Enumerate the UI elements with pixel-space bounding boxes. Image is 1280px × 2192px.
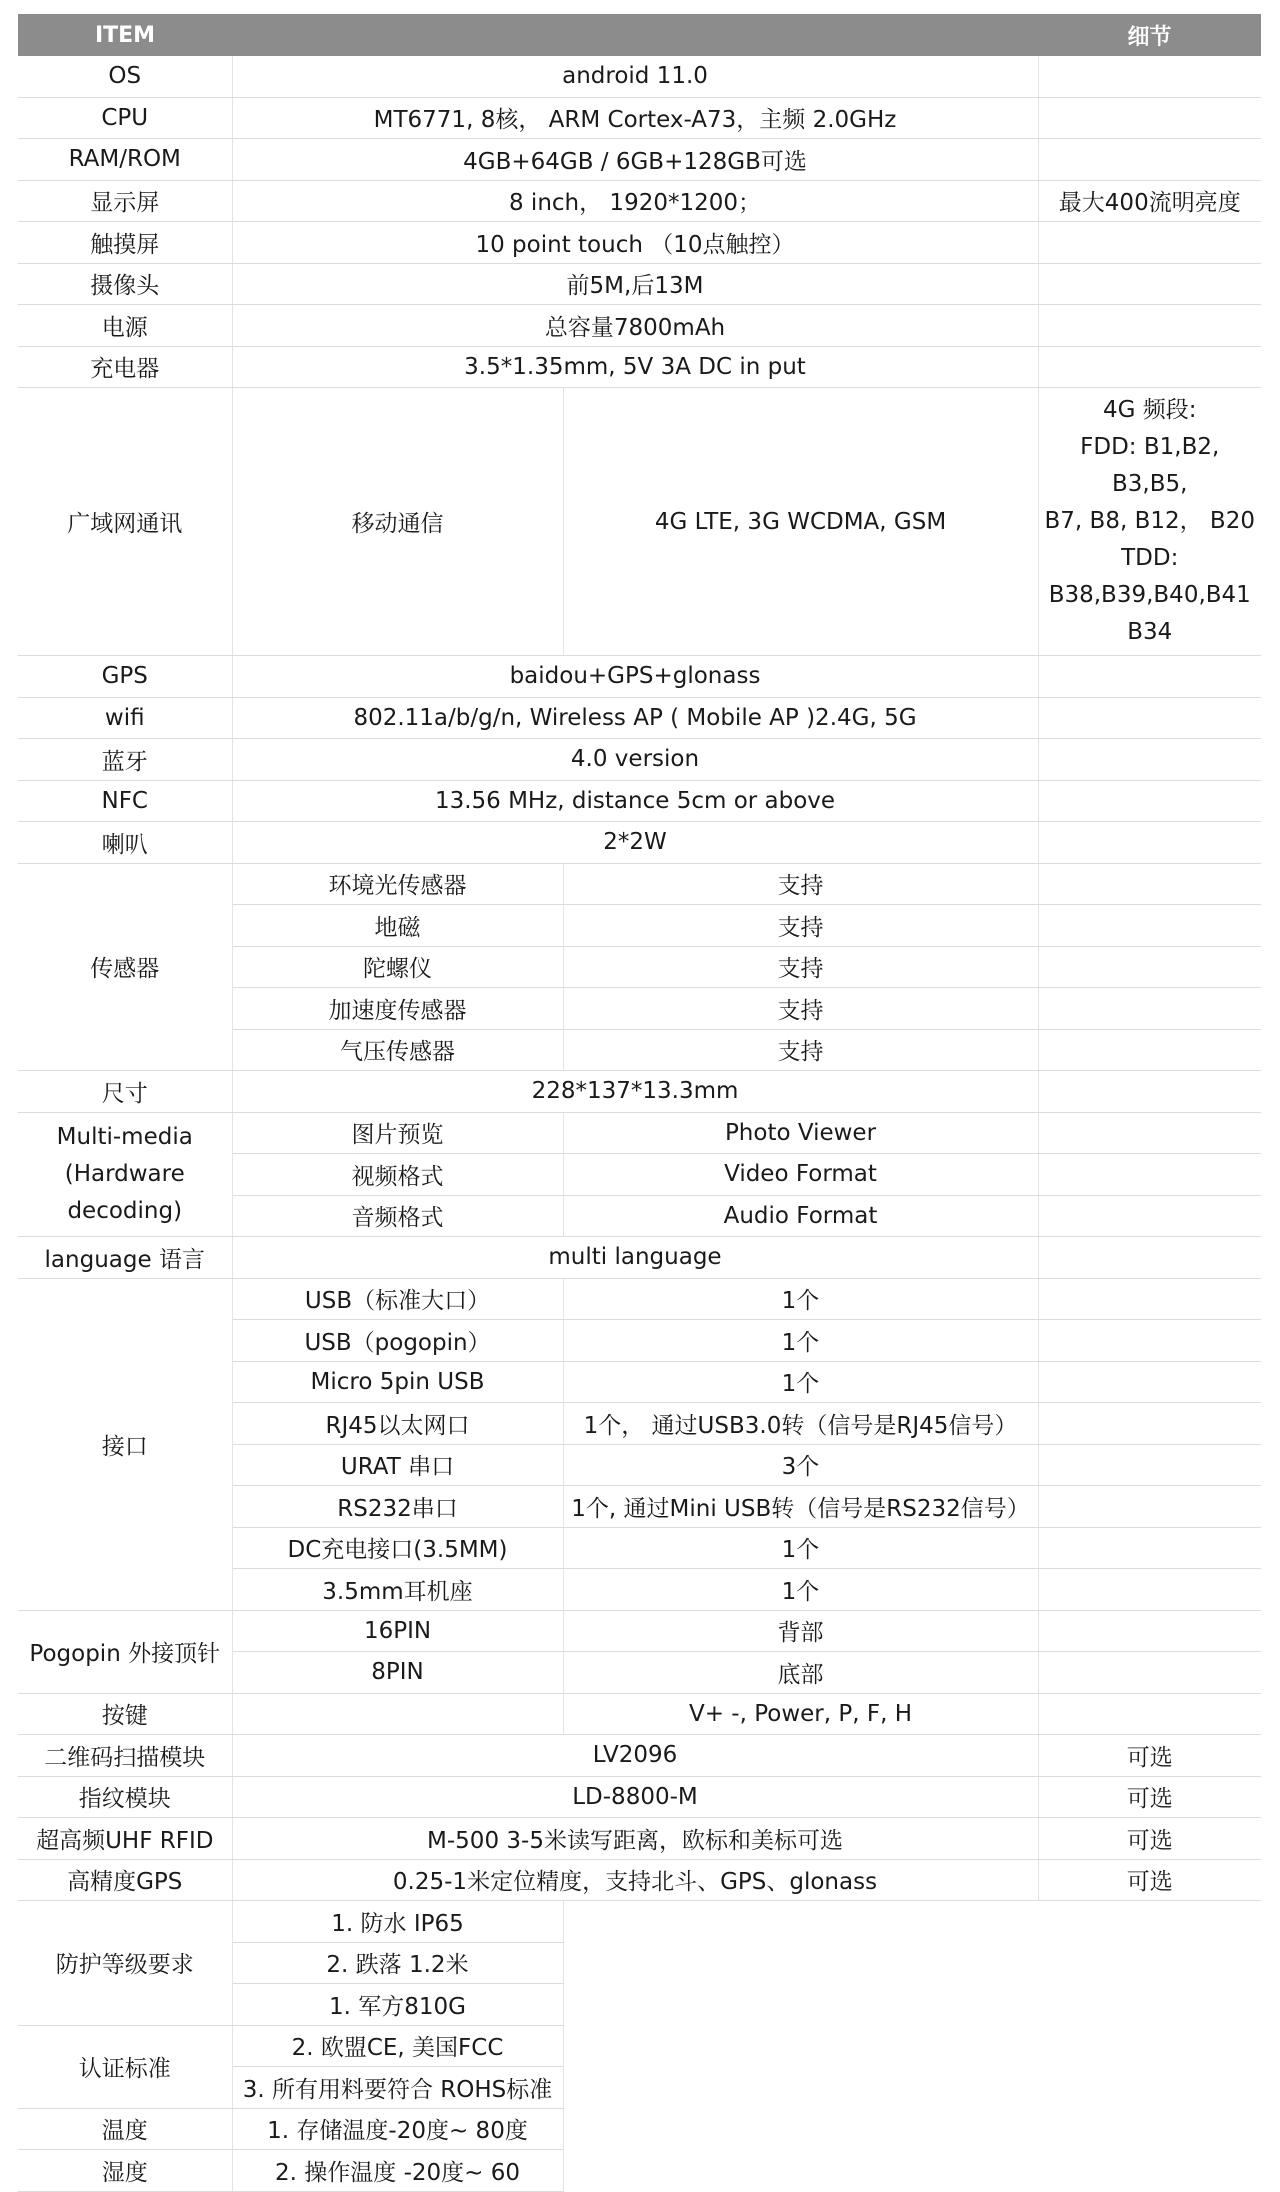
row-detail <box>1038 263 1261 305</box>
header-spacer <box>232 14 563 56</box>
row-value: 802.11a/b/g/n, Wireless AP ( Mobile AP )2.4G, 5G <box>232 697 1038 739</box>
row-sublabel: USB（标准大口） <box>232 1278 563 1320</box>
row-value: LV2096 <box>232 1735 1038 1777</box>
row-detail <box>1038 1112 1261 1154</box>
row-detail <box>1038 1444 1261 1486</box>
table-row <box>18 780 1261 822</box>
row-sublabel: 环境光传感器 <box>232 863 563 905</box>
table-row <box>18 1818 1261 1860</box>
row-label: OS <box>18 56 232 97</box>
row-detail <box>1038 1361 1261 1403</box>
row-sublabel: DC充电接口(3.5MM) <box>232 1527 563 1569</box>
row-detail: 可选 <box>1038 1735 1261 1777</box>
row-value: 1个, 通过Mini USB转（信号是RS232信号） <box>563 1486 1038 1528</box>
row-value: 支持 <box>563 988 1038 1030</box>
row-sublabel: 移动通信 <box>232 388 563 656</box>
row-label: Pogopin 外接顶针 <box>18 1610 232 1693</box>
row-detail <box>1038 1527 1261 1569</box>
row-value: 4.0 version <box>232 739 1038 781</box>
row-detail <box>1038 656 1261 698</box>
row-label: RAM/ROM <box>18 139 232 181</box>
row-value: V+ -, Power, P, F, H <box>563 1693 1038 1735</box>
row-sublabel: 2. 欧盟CE, 美国FCC <box>232 2025 563 2067</box>
row-sublabel <box>232 1693 563 1735</box>
row-sublabel: 视频格式 <box>232 1154 563 1196</box>
row-label: 蓝牙 <box>18 739 232 781</box>
row-sublabel: 3. 所有用料要符合 ROHS标准 <box>232 2067 563 2109</box>
table-row <box>18 222 1261 264</box>
band-line: B38,B39,B40,B41 <box>1048 582 1251 608</box>
row-detail <box>1038 388 1261 656</box>
row-value: M-500 3-5米读写距离，欧标和美标可选 <box>232 1818 1038 1860</box>
row-label: 电源 <box>18 305 232 347</box>
row-value: Photo Viewer <box>563 1112 1038 1154</box>
row-detail <box>1038 863 1261 905</box>
row-value: 10 point touch （10点触控） <box>232 222 1038 264</box>
table-row <box>18 139 1261 181</box>
row-sublabel: RJ45以太网口 <box>232 1403 563 1445</box>
row-value: 4GB+64GB / 6GB+128GB可选 <box>232 139 1038 181</box>
table-row <box>18 863 1261 905</box>
header-detail: 细节 <box>1038 14 1261 56</box>
row-value: 3个 <box>563 1444 1038 1486</box>
row-detail: 可选 <box>1038 1859 1261 1901</box>
table-row <box>18 1071 1261 1113</box>
row-value: 支持 <box>563 905 1038 947</box>
row-sublabel: URAT 串口 <box>232 1444 563 1486</box>
band-line: B34 <box>1127 619 1173 645</box>
row-label: 触摸屏 <box>18 222 232 264</box>
table-row <box>18 346 1261 388</box>
row-value: 前5M,后13M <box>232 263 1038 305</box>
row-value: 4G LTE, 3G WCDMA, GSM <box>563 388 1038 656</box>
row-detail: 最大400流明亮度 <box>1038 180 1261 222</box>
table-row <box>18 1735 1261 1777</box>
row-value: 1个 <box>563 1361 1038 1403</box>
table-row <box>18 697 1261 739</box>
row-sublabel: 加速度传感器 <box>232 988 563 1030</box>
table-row <box>18 1610 1261 1652</box>
row-sublabel: 2. 操作温度 -20度~ 60 <box>232 2150 563 2192</box>
row-detail <box>1038 988 1261 1030</box>
row-sublabel: 2. 跌落 1.2米 <box>232 1942 563 1984</box>
band-line: B7, B8, B12， B20 <box>1044 508 1255 534</box>
row-value: 2*2W <box>232 822 1038 864</box>
row-value: 13.56 MHz, distance 5cm or above <box>232 780 1038 822</box>
row-label: 防护等级要求 <box>18 1901 232 2026</box>
row-sublabel: RS232串口 <box>232 1486 563 1528</box>
row-value: android 11.0 <box>232 56 1038 97</box>
row-label: 摄像头 <box>18 263 232 305</box>
row-detail <box>1038 1071 1261 1113</box>
table-row <box>18 1112 1261 1154</box>
row-value: LD-8800-M <box>232 1776 1038 1818</box>
row-sublabel: 1. 军方810G <box>232 1984 563 2026</box>
row-value: 1个 <box>563 1278 1038 1320</box>
row-detail <box>1038 1403 1261 1445</box>
row-label: 二维码扫描模块 <box>18 1735 232 1777</box>
header-spacer <box>563 14 1038 56</box>
row-detail <box>1038 822 1261 864</box>
row-detail <box>1038 739 1261 781</box>
table-row <box>18 1859 1261 1901</box>
header-item: ITEM <box>18 14 232 56</box>
row-value: baidou+GPS+glonass <box>232 656 1038 698</box>
row-detail <box>1038 346 1261 388</box>
row-detail <box>1038 697 1261 739</box>
row-value: 0.25-1米定位精度，支持北斗、GPS、glonass <box>232 1859 1038 1901</box>
table-row <box>18 822 1261 864</box>
row-label: NFC <box>18 780 232 822</box>
row-detail <box>1038 305 1261 347</box>
row-value: 背部 <box>563 1610 1038 1652</box>
empty-area <box>563 1901 1261 2192</box>
table-row <box>18 180 1261 222</box>
table-row <box>18 1776 1261 1818</box>
table-row <box>18 1901 1261 1943</box>
row-detail: 可选 <box>1038 1776 1261 1818</box>
row-label: 喇叭 <box>18 822 232 864</box>
row-value: 8 inch， 1920*1200； <box>232 180 1038 222</box>
row-sublabel: 3.5mm耳机座 <box>232 1569 563 1611</box>
row-label: language 语言 <box>18 1237 232 1279</box>
row-label: 高精度GPS <box>18 1859 232 1901</box>
row-label: 显示屏 <box>18 180 232 222</box>
row-value: 3.5*1.35mm, 5V 3A DC in put <box>232 346 1038 388</box>
table-row <box>18 97 1261 139</box>
table-row <box>18 263 1261 305</box>
row-value: 1个， 通过USB3.0转（信号是RJ45信号） <box>563 1403 1038 1445</box>
row-sublabel: 8PIN <box>232 1652 563 1694</box>
band-line: 4G 频段: <box>1102 397 1197 423</box>
row-value: 1个 <box>563 1320 1038 1362</box>
row-label: wifi <box>18 697 232 739</box>
row-sublabel: 16PIN <box>232 1610 563 1652</box>
row-label: 超高频UHF RFID <box>18 1818 232 1860</box>
row-detail <box>1038 1029 1261 1071</box>
row-sublabel: 陀螺仪 <box>232 946 563 988</box>
row-detail <box>1038 97 1261 139</box>
row-value: 支持 <box>563 863 1038 905</box>
row-label: GPS <box>18 656 232 698</box>
row-label: 湿度 <box>18 2150 232 2192</box>
row-value: Audio Format <box>563 1195 1038 1237</box>
table-row <box>18 305 1261 347</box>
table-row <box>18 1237 1261 1279</box>
table-row <box>18 1278 1261 1320</box>
row-detail <box>1038 56 1261 97</box>
row-value: 支持 <box>563 1029 1038 1071</box>
table-row <box>18 656 1261 698</box>
row-detail <box>1038 946 1261 988</box>
label-line: Multi-media <box>56 1123 193 1150</box>
row-detail <box>1038 139 1261 181</box>
row-detail <box>1038 1486 1261 1528</box>
row-value: 1个 <box>563 1569 1038 1611</box>
row-sublabel: 气压传感器 <box>232 1029 563 1071</box>
row-sublabel: 图片预览 <box>232 1112 563 1154</box>
row-label <box>18 1112 232 1237</box>
band-line: FDD: B1,B2, B3,B5, <box>1080 434 1220 497</box>
row-sublabel: 1. 存储温度-20度~ 80度 <box>232 2108 563 2150</box>
row-detail <box>1038 222 1261 264</box>
row-label: 接口 <box>18 1278 232 1610</box>
row-sublabel: 音频格式 <box>232 1195 563 1237</box>
table-row <box>18 739 1261 781</box>
row-detail <box>1038 1652 1261 1694</box>
table-row <box>18 388 1261 656</box>
row-sublabel: 地磁 <box>232 905 563 947</box>
row-detail <box>1038 1569 1261 1611</box>
row-detail <box>1038 1693 1261 1735</box>
row-detail <box>1038 1154 1261 1196</box>
row-value: 支持 <box>563 946 1038 988</box>
row-sublabel: USB（pogopin） <box>232 1320 563 1362</box>
row-detail <box>1038 1610 1261 1652</box>
row-detail <box>1038 1237 1261 1279</box>
spec-table <box>18 14 1261 2192</box>
spec-sheet <box>18 14 1261 2192</box>
row-label: 尺寸 <box>18 1071 232 1113</box>
band-line: TDD: <box>1121 545 1179 571</box>
row-label: 指纹模块 <box>18 1776 232 1818</box>
row-value: MT6771, 8核， ARM Cortex-A73，主频 2.0GHz <box>232 97 1038 139</box>
row-label: 温度 <box>18 2108 232 2150</box>
row-sublabel: Micro 5pin USB <box>232 1361 563 1403</box>
row-label: 按键 <box>18 1693 232 1735</box>
row-detail <box>1038 1320 1261 1362</box>
row-value: 228*137*13.3mm <box>232 1071 1038 1113</box>
row-value: 底部 <box>563 1652 1038 1694</box>
row-sublabel: 1. 防水 IP65 <box>232 1901 563 1943</box>
label-line: decoding) <box>67 1197 183 1224</box>
row-detail <box>1038 780 1261 822</box>
row-label: 传感器 <box>18 863 232 1071</box>
label-line: (Hardware <box>64 1160 185 1187</box>
header-row <box>18 14 1261 56</box>
row-detail <box>1038 1278 1261 1320</box>
row-label: 广域网通讯 <box>18 388 232 656</box>
row-detail: 可选 <box>1038 1818 1261 1860</box>
row-label: 充电器 <box>18 346 232 388</box>
row-value: 总容量7800mAh <box>232 305 1038 347</box>
row-value: Video Format <box>563 1154 1038 1196</box>
row-value: 1个 <box>563 1527 1038 1569</box>
row-label: CPU <box>18 97 232 139</box>
row-detail <box>1038 1195 1261 1237</box>
table-row <box>18 1693 1261 1735</box>
table-row <box>18 56 1261 97</box>
row-detail <box>1038 905 1261 947</box>
row-label: 认证标准 <box>18 2025 232 2108</box>
row-value: multi language <box>232 1237 1038 1279</box>
